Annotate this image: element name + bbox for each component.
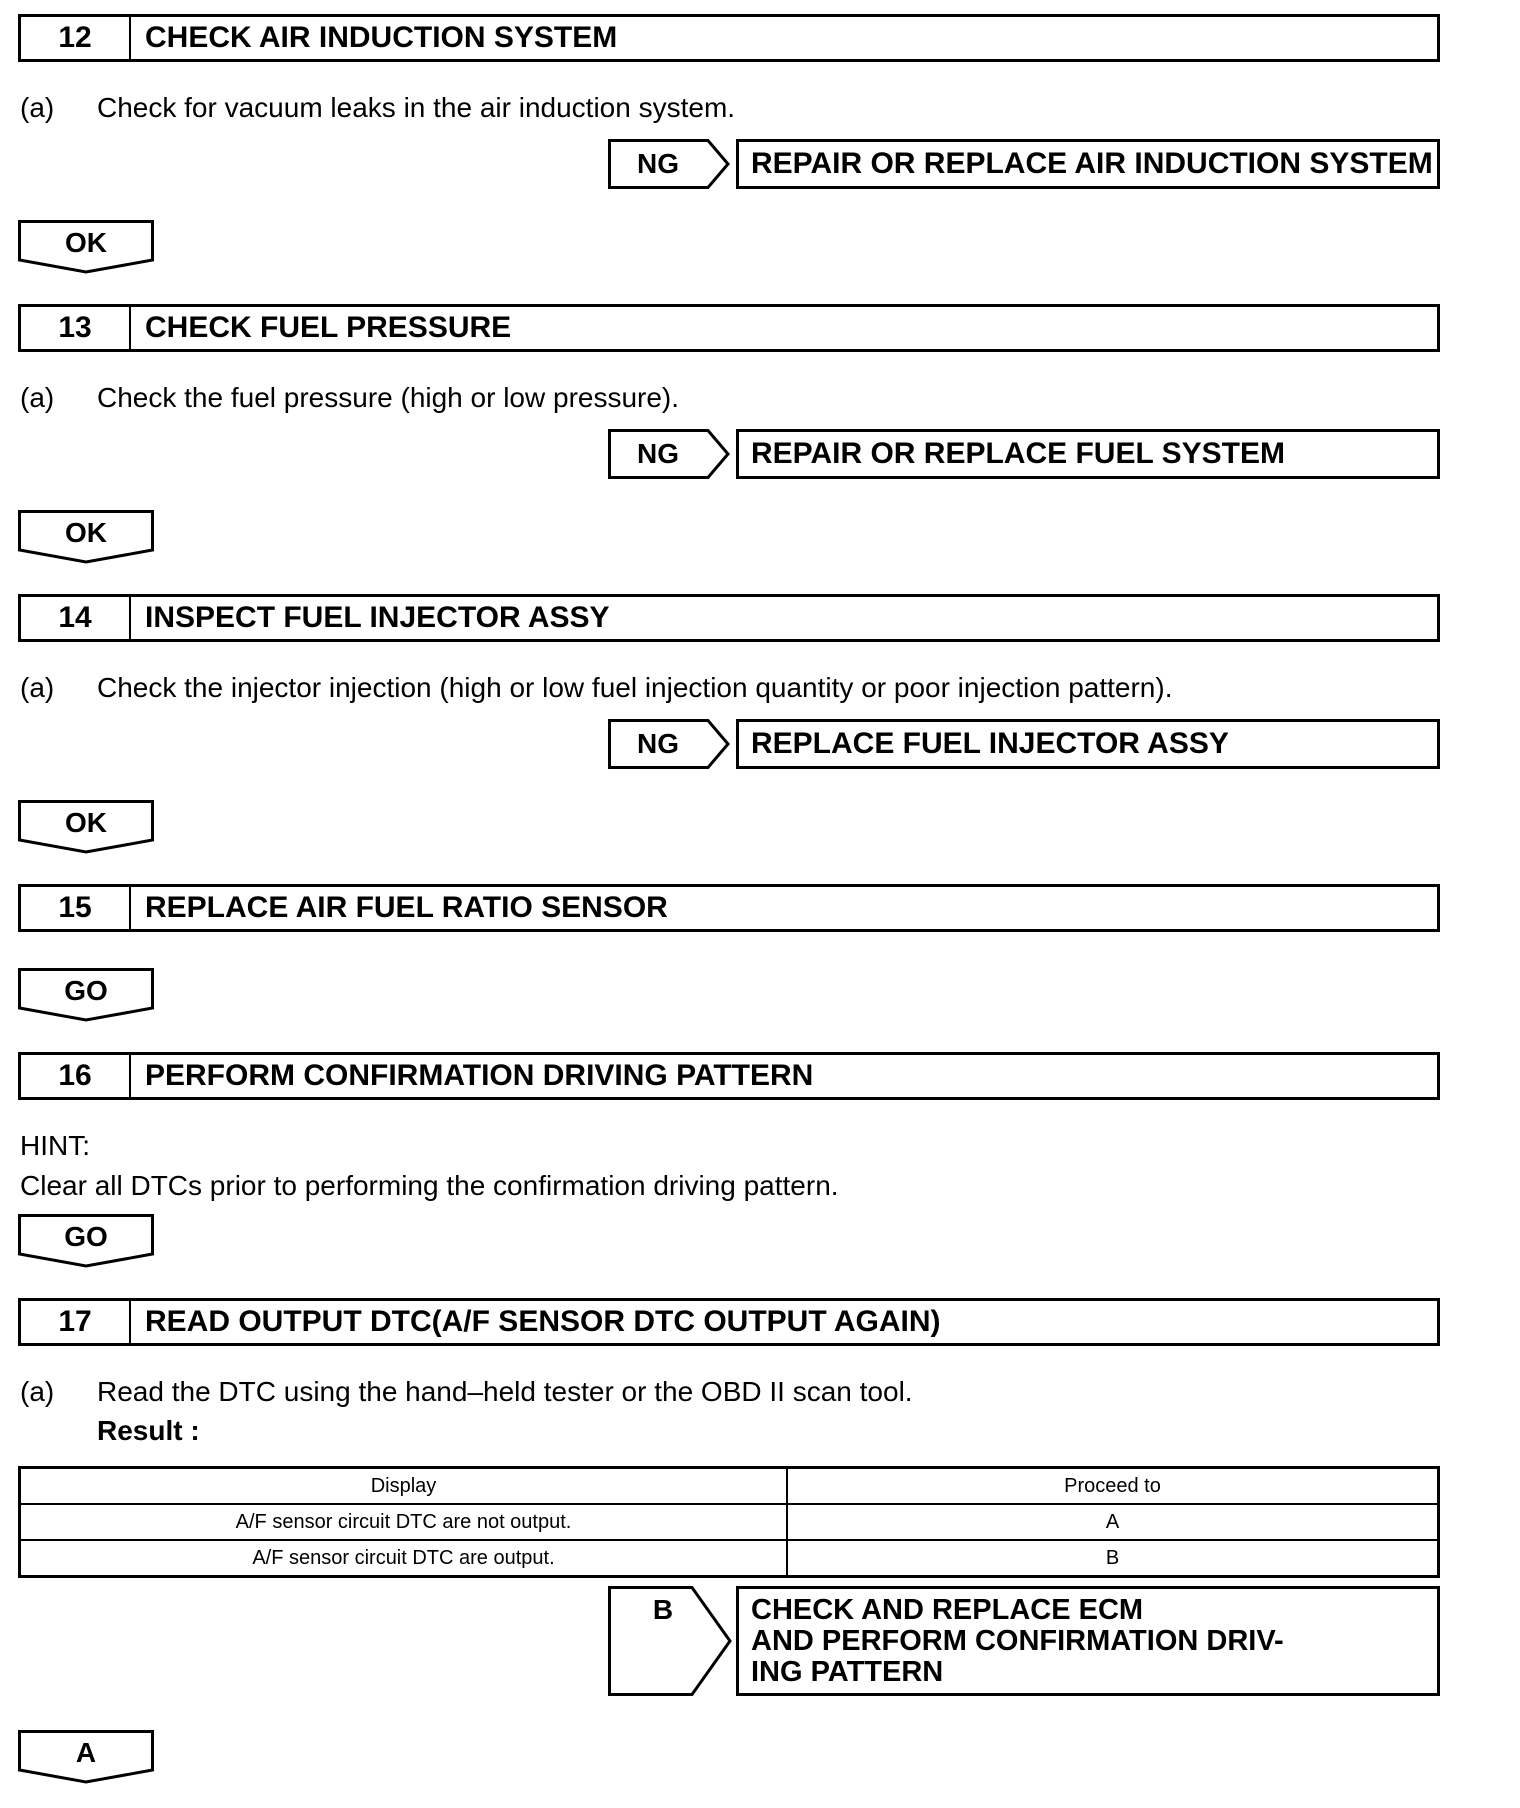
ok-branch-arrow xyxy=(18,510,154,564)
step-title: CHECK FUEL PRESSURE xyxy=(145,311,512,344)
table-cell: A xyxy=(787,1504,1439,1540)
ng-branch-arrow xyxy=(608,719,730,769)
item-marker: (a) xyxy=(20,382,55,413)
go-branch-arrow xyxy=(18,968,154,1022)
table-row xyxy=(20,1504,1439,1540)
ng-label: NG xyxy=(637,728,679,759)
table-cell: A/F sensor circuit DTC are output. xyxy=(20,1540,788,1577)
go-label: GO xyxy=(64,1221,108,1252)
step-title: CHECK AIR INDUCTION SYSTEM xyxy=(145,21,618,54)
ng-result-box: REPAIR OR REPLACE FUEL SYSTEM xyxy=(736,429,1440,479)
hint-text: Clear all DTCs prior to performing the confirmation driving pattern. xyxy=(20,1170,839,1201)
step-12-header xyxy=(18,14,1440,62)
ng-result-box: REPLACE FUEL INJECTOR ASSY xyxy=(736,719,1440,769)
table-header-row xyxy=(20,1468,1439,1505)
ok-label: OK xyxy=(65,807,107,838)
ok-label: OK xyxy=(65,227,107,258)
item-marker: (a) xyxy=(20,672,55,703)
go-branch-arrow xyxy=(18,1214,154,1268)
step-17-header xyxy=(18,1298,1440,1346)
result-label: Result : xyxy=(97,1415,200,1446)
b-label: B xyxy=(652,1594,674,1625)
step-16-header xyxy=(18,1052,1440,1100)
step-number: 12 xyxy=(21,17,131,59)
instruction-text: Check the injector injection (high or low fuel injection quantity or poor injection pattern). xyxy=(97,672,1173,703)
b-result-box xyxy=(736,1586,1440,1696)
step-number: 17 xyxy=(21,1301,131,1343)
step-title: REPLACE AIR FUEL RATIO SENSOR xyxy=(145,891,668,924)
ng-label: NG xyxy=(637,148,679,179)
table-header-cell: Proceed to xyxy=(787,1468,1439,1505)
step-title: INSPECT FUEL INJECTOR ASSY xyxy=(145,601,610,634)
ok-branch-arrow xyxy=(18,800,154,854)
instruction-text: Check for vacuum leaks in the air induction system. xyxy=(97,92,736,123)
a-branch-arrow xyxy=(18,1730,154,1784)
hint-label: HINT: xyxy=(20,1130,90,1161)
instruction-text: Check the fuel pressure (high or low pressure). xyxy=(97,382,680,413)
step-number: 16 xyxy=(21,1055,131,1097)
ok-branch-arrow xyxy=(18,220,154,274)
table-cell: B xyxy=(787,1540,1439,1577)
ng-branch-arrow xyxy=(608,139,730,189)
table-cell: A/F sensor circuit DTC are not output. xyxy=(20,1504,788,1540)
step-number: 13 xyxy=(21,307,131,349)
result-table xyxy=(18,1466,1440,1578)
b-result-line: AND PERFORM CONFIRMATION DRIV- xyxy=(751,1625,1284,1657)
ng-branch-arrow xyxy=(608,429,730,479)
step-title: PERFORM CONFIRMATION DRIVING PATTERN xyxy=(145,1059,814,1092)
item-marker: (a) xyxy=(20,92,55,123)
step-15-header xyxy=(18,884,1440,932)
item-marker: (a) xyxy=(20,1376,55,1407)
a-label: A xyxy=(75,1737,97,1768)
step-13-header xyxy=(18,304,1440,352)
b-result-line: CHECK AND REPLACE ECM xyxy=(751,1594,1144,1626)
instruction-text: Read the DTC using the hand–held tester or the OBD II scan tool. xyxy=(97,1376,913,1407)
table-row xyxy=(20,1540,1439,1577)
step-number: 15 xyxy=(21,887,131,929)
b-result-line: ING PATTERN xyxy=(751,1656,944,1688)
step-title: READ OUTPUT DTC(A/F SENSOR DTC OUTPUT AGAIN) xyxy=(145,1305,941,1338)
ng-result-box: REPAIR OR REPLACE AIR INDUCTION SYSTEM xyxy=(736,139,1440,189)
go-label: GO xyxy=(64,975,108,1006)
ng-label: NG xyxy=(637,438,679,469)
step-number: 14 xyxy=(21,597,131,639)
ok-label: OK xyxy=(65,517,107,548)
step-14-header xyxy=(18,594,1440,642)
table-header-cell: Display xyxy=(20,1468,788,1505)
b-branch-arrow xyxy=(608,1586,732,1696)
